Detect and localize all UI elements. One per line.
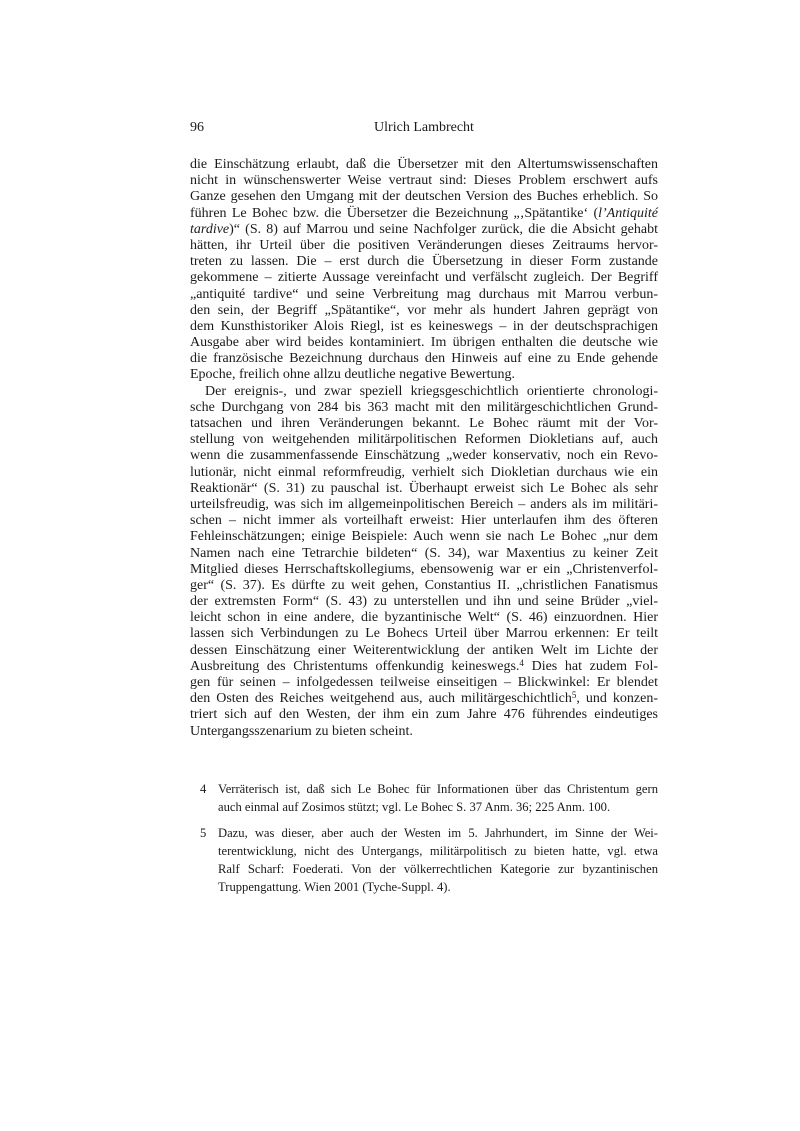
text-span: stellung von weitgehenden militärpolitischen Reformen Diokletians auf, auch (190, 432, 658, 448)
text-span: schen – nicht immer als vorteilhaft erweist: Hier unterlaufen ihm des öfteren (190, 513, 658, 529)
text-line (190, 222, 658, 238)
text-span: Ausgabe aber wird beides kontaminiert. Im übrigen enthalten die deutsche wie (190, 335, 658, 351)
text-line (190, 335, 658, 351)
text-span: lutionär, nicht einmal reformfreudig, verhielt sich Diokletian durchaus wie ein (190, 464, 658, 480)
text-span: gen für seinen – infolgedessen teilweise einseitigen – Blickwinkel: Er blendet (190, 675, 658, 690)
text-span: triert sich auf den Westen, der ihm ein zum Jahre 476 führendes eindeutiges (190, 707, 658, 723)
text-line (190, 448, 658, 464)
text-line (190, 643, 658, 659)
text-span: urteilsfreudig, was sich im allgemeinpolitischen Bereich – anders als im militäri- (190, 496, 658, 512)
text-span: ger“ (S. 37). Es dürfte zu weit gehen, Constantius II. „christlichen Fanatismus (190, 577, 658, 593)
text-span: nicht in wünschenswerter Weise vertraut sind: Dieses Problem erschwert aufs (190, 173, 658, 189)
text-span: führen Le Bohec bzw. die Übersetzer die Bezeichnung „‚Spätantike‘ ( (190, 205, 599, 221)
text-span: tatsachen und ihren Veränderungen bekannt. Le Bohec räumt mit der Vor- (190, 416, 658, 431)
text-span: Mitglied dieses Herrschaftskollegiums, ebensowenig war er ein „Christenverfol- (190, 561, 658, 577)
text-line (190, 432, 658, 448)
text-line (190, 707, 658, 723)
text-span: sche Durchgang von 284 bis 363 macht mit den militärgeschichtlichen Grund- (190, 399, 658, 415)
text-line (190, 238, 658, 254)
text-line (190, 675, 658, 691)
text-line (190, 367, 658, 383)
text-span: Ganze gesehen den Umgang mit der deutschen Version des Buches erheblich. So (190, 189, 658, 205)
text-line (190, 400, 658, 416)
footnote-line: auch einmal auf Zosimos stützt; vgl. Le Bohec S. 37 Anm. 36; 225 Anm. 100. (218, 799, 611, 814)
footnote-line: terentwicklung, nicht des Untergangs, militärpolitisch zu bieten hatte, vgl. etwa (218, 843, 658, 858)
text-line (190, 319, 658, 335)
text-span: dessen Einschätzung einer Weiterentwicklung der antiken Welt im Lichte der (190, 642, 658, 658)
footnote-line: Truppengattung. Wien 2001 (Tyche-Suppl. 4). (218, 879, 451, 894)
text-span: leicht schon in eine andere, die byzantinische Welt“ (S. 46) einzuordnen. Hier (190, 610, 658, 626)
text-span: Epoche, freilich ohne allzu deutliche negative Bewertung. (190, 367, 515, 383)
text-span: Untergangsszenarium zu bieten scheint. (190, 723, 413, 739)
italic-text: tardive (190, 221, 230, 237)
text-line (190, 659, 658, 675)
footnote (190, 824, 658, 896)
text-span: wenn die zusammenfassende Einschätzung „weder konservativ, noch ein Revo- (190, 448, 658, 464)
italic-text: l’Antiquité (598, 205, 658, 221)
paragraph (190, 157, 658, 384)
text-line (190, 206, 658, 222)
footnote-line: Ralf Scharf: Foederati. Von der völkerrechtlichen Kategorie zur byzantinischen (218, 861, 658, 876)
text-line (190, 287, 658, 303)
body-text (190, 157, 658, 740)
text-line (190, 529, 658, 545)
text-span: den sein, der Begriff „Spätantike“, vor mehr als hundert Jahren geprägt von (190, 302, 658, 318)
footnote-marker: 4 (519, 657, 524, 668)
text-span: die Einschätzung erlaubt, daß die Übersetzer mit den Altertumswissenschaften (190, 157, 658, 172)
text-span: gekommene – zitierte Aussage vereinfacht und verfälscht zugleich. Der Begriff (190, 270, 658, 286)
text-line (190, 497, 658, 513)
text-span: Namen nach eine Tetrarchie bildeten“ (S. 34), war Maxentius zu keiner Zeit (190, 545, 658, 561)
text-line (190, 157, 658, 173)
text-span: Dies hat zudem Fol- (523, 658, 658, 674)
text-line (190, 465, 658, 481)
text-span: treten zu lassen. Die – erst durch die Übersetzung in dieser Form zustande (190, 254, 658, 270)
footnotes (190, 780, 658, 896)
text-span: lassen sich Verbindungen zu Le Bohecs Urteil über Marrou erkennen: Er teilt (190, 626, 658, 642)
text-line (190, 481, 658, 497)
text-line (190, 513, 658, 529)
text-span: , und konzen- (576, 691, 658, 707)
text-span: den Osten des Reiches weitgehend aus, auch militärgeschichtlich (190, 691, 572, 707)
footnote-number: 4 (200, 781, 207, 796)
text-span: Ausbreitung des Christentums offenkundig keineswegs. (190, 658, 520, 674)
text-line (190, 351, 658, 367)
text-line (190, 626, 658, 642)
footnote-number: 5 (200, 825, 207, 840)
text-span: die französische Bezeichnung durchaus den Hinweis auf eine zu Ende gehende (190, 351, 658, 367)
text-line (190, 189, 658, 205)
text-line (190, 270, 658, 286)
footnote-line: Dazu, was dieser, aber auch der Westen im 5. Jahrhundert, im Sinne der Wei- (218, 825, 658, 840)
text-line (190, 416, 658, 432)
running-head: Ulrich Lambrecht (374, 120, 474, 135)
text-line (190, 384, 658, 400)
text-span: Fehleinschätzungen; einige Beispiele: Auch wenn sie nach Le Bohec „nur dem (190, 529, 658, 545)
page-number: 96 (190, 120, 204, 135)
footnote-marker: 5 (571, 690, 577, 701)
text-line (190, 303, 658, 319)
text-span: „antiquité tardive“ und seine Verbreitung mag durchaus mit Marrou verbun- (190, 286, 658, 302)
text-span: der extremsten Form“ (S. 43) zu unterstellen und ihn und seine Brüder „viel- (190, 594, 658, 610)
text-span: Reaktionär“ (S. 31) zu pauschal ist. Überhaupt erweist sich Le Bohec als sehr (190, 480, 658, 496)
paragraph (190, 384, 658, 740)
text-line (190, 578, 658, 594)
text-span: )“ (S. 8) auf Marrou und seine Nachfolger zurück, die die Absicht gehabt (229, 221, 658, 237)
footnote-line: Verräterisch ist, daß sich Le Bohec für Informationen über das Christentum gern (218, 781, 658, 796)
text-line (190, 594, 658, 610)
text-line (190, 254, 658, 270)
text-line (190, 562, 658, 578)
text-span: Der ereignis-, und zwar speziell kriegsgeschichtlich orientierte chronologi- (205, 383, 658, 399)
text-line (190, 173, 658, 189)
text-line (190, 610, 658, 626)
text-span: hätten, ihr Urteil über die positiven Veränderungen dieses Zeitraums hervor- (190, 237, 658, 253)
text-line (190, 724, 658, 740)
text-line (190, 546, 658, 562)
footnote (190, 780, 658, 816)
text-span: dem Kunsthistoriker Alois Riegl, ist es keineswegs – in der deutschsprachigen (190, 318, 658, 334)
page-content (190, 157, 658, 904)
text-line (190, 691, 658, 707)
